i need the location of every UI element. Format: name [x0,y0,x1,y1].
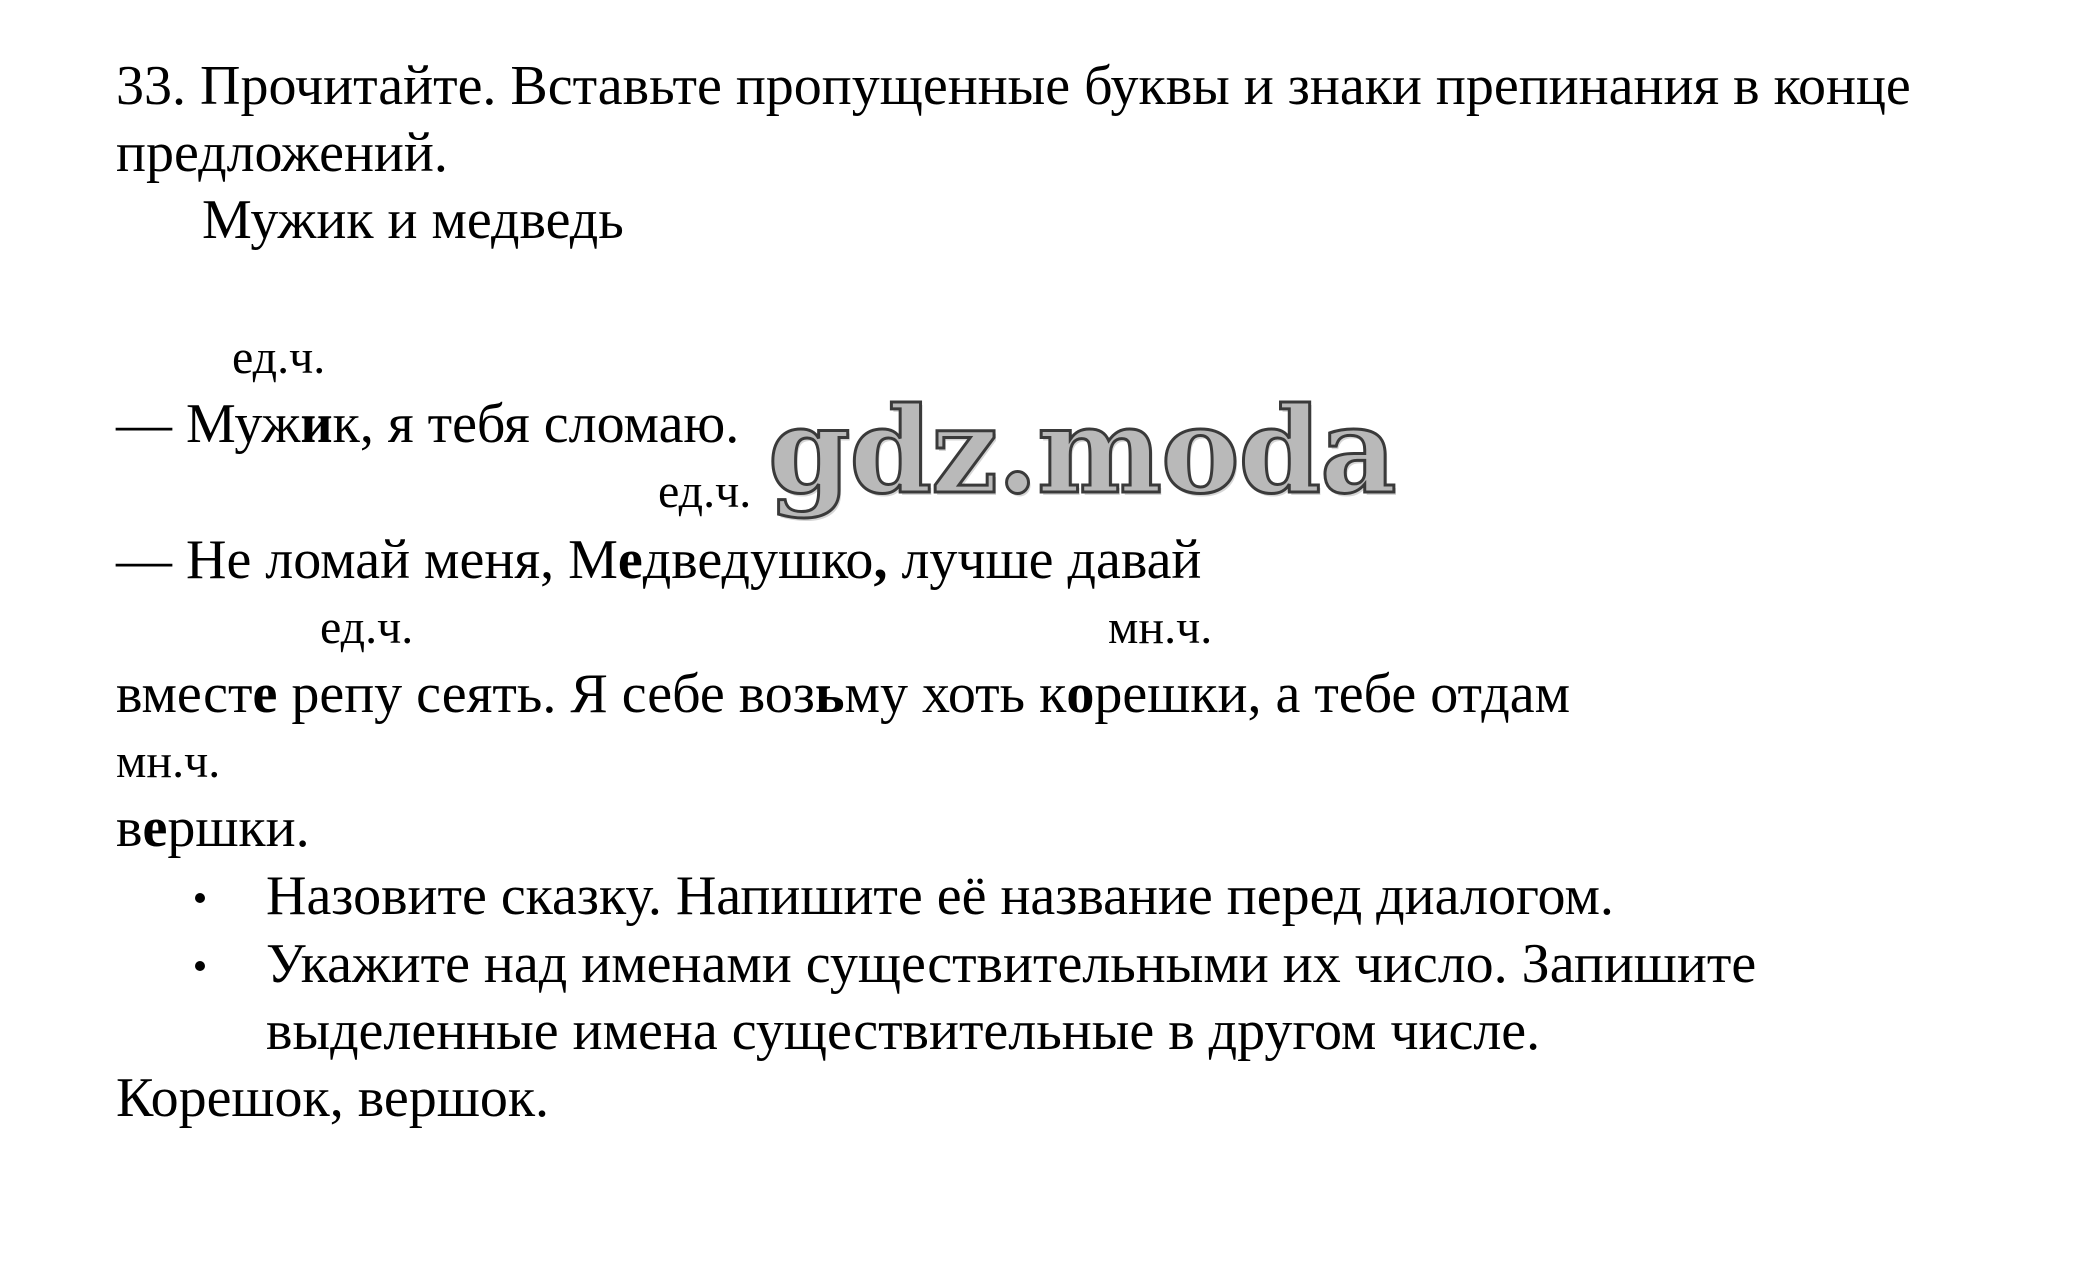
inserted-letter: ь [814,663,845,725]
dialogue-line-4 [116,797,310,859]
dialogue-line-1-end: к, я тебя сломаю. [332,393,740,455]
dialogue-line-3-part-e: му хоть к [844,663,1067,725]
inserted-letter: е [252,663,278,725]
dialogue-line-4-end: ршки. [167,797,310,859]
story-title: Мужик и медведь [202,189,624,251]
bullet-item-2-line-1: Укажите над именами существительными их число. Запишите [266,933,1757,995]
dialogue-line-2-start: — Не ломай меня, М [116,529,618,591]
dialogue-line-1 [116,393,740,455]
dialogue-line-3 [116,663,1571,725]
bullet-item-2-line-2: выделенные имена существительные в другом числе. [266,1000,1541,1062]
dialogue-line-4-start: в [116,797,143,859]
bullet-item-1: Назовите сказку. Напишите её название перед диалогом. [266,865,1614,927]
answer-line: Корешок, вершок. [116,1067,550,1129]
dialogue-line-3-part-g: решки, а тебе отдам [1094,663,1571,725]
task-heading-line-1: 33. Прочитайте. Вставьте пропущенные буквы и знаки препинания в конце [116,55,1911,117]
dialogue-line-2-end: лучше давай [887,529,1202,591]
dialogue-line-2-mid: дведушко [642,529,874,591]
task-heading-line-2: предложений. [116,122,448,184]
watermark-logo: gdz.moda [768,381,1396,520]
dialogue-line-3-part-a: вмест [116,663,253,725]
bullet-icon [195,893,205,903]
inserted-letter: е [142,797,168,859]
inserted-letter: о [1066,663,1095,725]
inserted-letter: и [300,393,333,455]
bullet-icon [195,961,205,971]
inserted-comma: , [873,529,888,591]
number-note-singular: ед.ч. [232,331,326,384]
number-note-plural: мн.ч. [116,735,221,788]
inserted-letter: е [617,529,643,591]
dialogue-line-1-start: — Муж [116,393,301,455]
dialogue-line-2 [116,529,1202,591]
number-note-plural: мн.ч. [1108,601,1213,654]
dialogue-line-3-part-c: репу сеять. Я себе воз [277,663,815,725]
number-note-singular: ед.ч. [320,601,414,654]
number-note-singular: ед.ч. [658,465,752,518]
